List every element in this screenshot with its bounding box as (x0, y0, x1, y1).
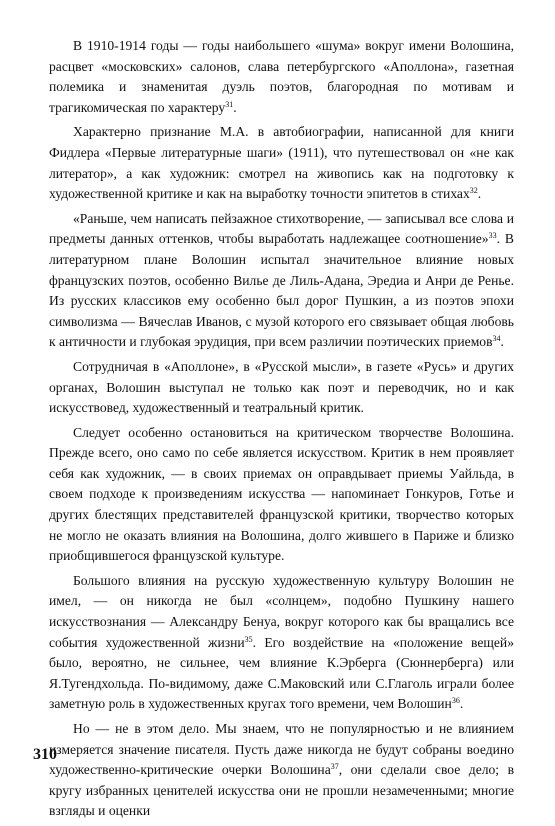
paragraph-text: , они сделали свое дело; в кругу избранных ценителей искусства они не прошли незамеченными; многие взгляды и оценки (49, 762, 514, 819)
footnote-ref: 33 (488, 231, 497, 241)
footnote-ref: 32 (469, 186, 478, 196)
paragraph-3 (49, 209, 514, 353)
paragraph-4 (49, 357, 514, 419)
paragraph-text: . (233, 99, 237, 115)
paragraph-text: Сотрудничая в «Аполлоне», в «Русской мысли», в газете «Русь» и других органах, Волошин выступал не только как поэт и переводчик, но и как искусствовед, художественный и театральный критик. (49, 358, 514, 416)
footnote-ref: 34 (492, 334, 501, 344)
footnote-ref: 37 (330, 762, 339, 772)
paragraph-text: . В литературном плане Волошин испытал значительное влияние новых французских поэтов, особенно Вилье де Лиль-Адана, Эредиа и Анри де Ренье. Из русских классиков ему особенно был дорог Пушкин, а из поэтов эпохи символизма — Вячеслав Иванов, с музой которого его связывает общая любовь к античности и глубокая эрудиция, при всем различии поэтических приемов (49, 231, 514, 350)
paragraph-text: . (459, 696, 464, 712)
paragraph-6 (49, 571, 514, 715)
paragraph-text: Большого влияния на русскую художественную культуру Волошин не имел, — он никогда не был «солнцем», подобно Пушкину нашего искусствознания — Александру Бенуа, вокруг которого как бы вращались все события художественной жизни (49, 572, 514, 650)
paragraph-2 (49, 122, 514, 204)
paragraph-text: «Раньше, чем написать пейзажное стихотворение, — записывал все слова и предметы данных оттенков, чтобы выработать надлежащее соотношение» (49, 210, 514, 247)
footnote-ref: 35 (244, 634, 253, 644)
paragraph-text: . (477, 186, 482, 202)
page-number: 310 (33, 746, 57, 763)
paragraph-text: Следует особенно остановиться на критическом творчестве Волошина. Прежде всего, оно само по себе является искусством. Критик в нем проявляет себя как художник, — в своих приемах он оправдывает приемы Уайльда, в своем подходе к произведениям искусства — напоминает Гонкуров, Готье и других блестящих представителей французской критики, творчество которых не могло не оказать влияния на Волошина, долго жившего в Париже и близко приобщившегося французской культуре. (49, 424, 514, 564)
paragraph-5 (49, 423, 514, 567)
text-column (49, 36, 514, 826)
paragraph-text: Но — не в этом дело. Мы знаем, что не популярностью и не влиянием измеряется значение писателя. Пусть даже никогда не будут собраны воедино художественно-критические очерки Волошина (49, 721, 514, 778)
paragraph-text: . (500, 334, 504, 350)
paragraph-7 (49, 719, 514, 822)
footnote-ref: 36 (451, 696, 460, 706)
paragraph-1 (49, 36, 514, 118)
paragraph-text: В 1910-1914 годы — годы наибольшего «шума» вокруг имени Волошина, расцвет «московских» салонов, слава петербургского «Аполлона», газетная полемика и знаменитая дуэль поэтов, благородная по мотивам и трагикомическая по характеру (49, 38, 514, 115)
paragraph-text: Характерно признание М.А. в автобиографии, написанной для книги Фидлера «Первые литературные шаги» (1911), что путешествовал он «не как литератор», а как художник: смотрел на живопись как на подготовку к художественной критике и как на выработку точности эпитетов в стихах (49, 124, 514, 202)
paragraph-text: . Его воздействие на «положение вещей» было, вероятно, не сильнее, чем влияние К.Эрберга (Сюннерберга) или Я.Тугендхольда. По-видимому, даже С.Маковский или С.Глаголь играли более заметную роль в художественных кругах того времени, чем Волошин (49, 634, 514, 712)
footnote-ref: 31 (225, 99, 234, 109)
